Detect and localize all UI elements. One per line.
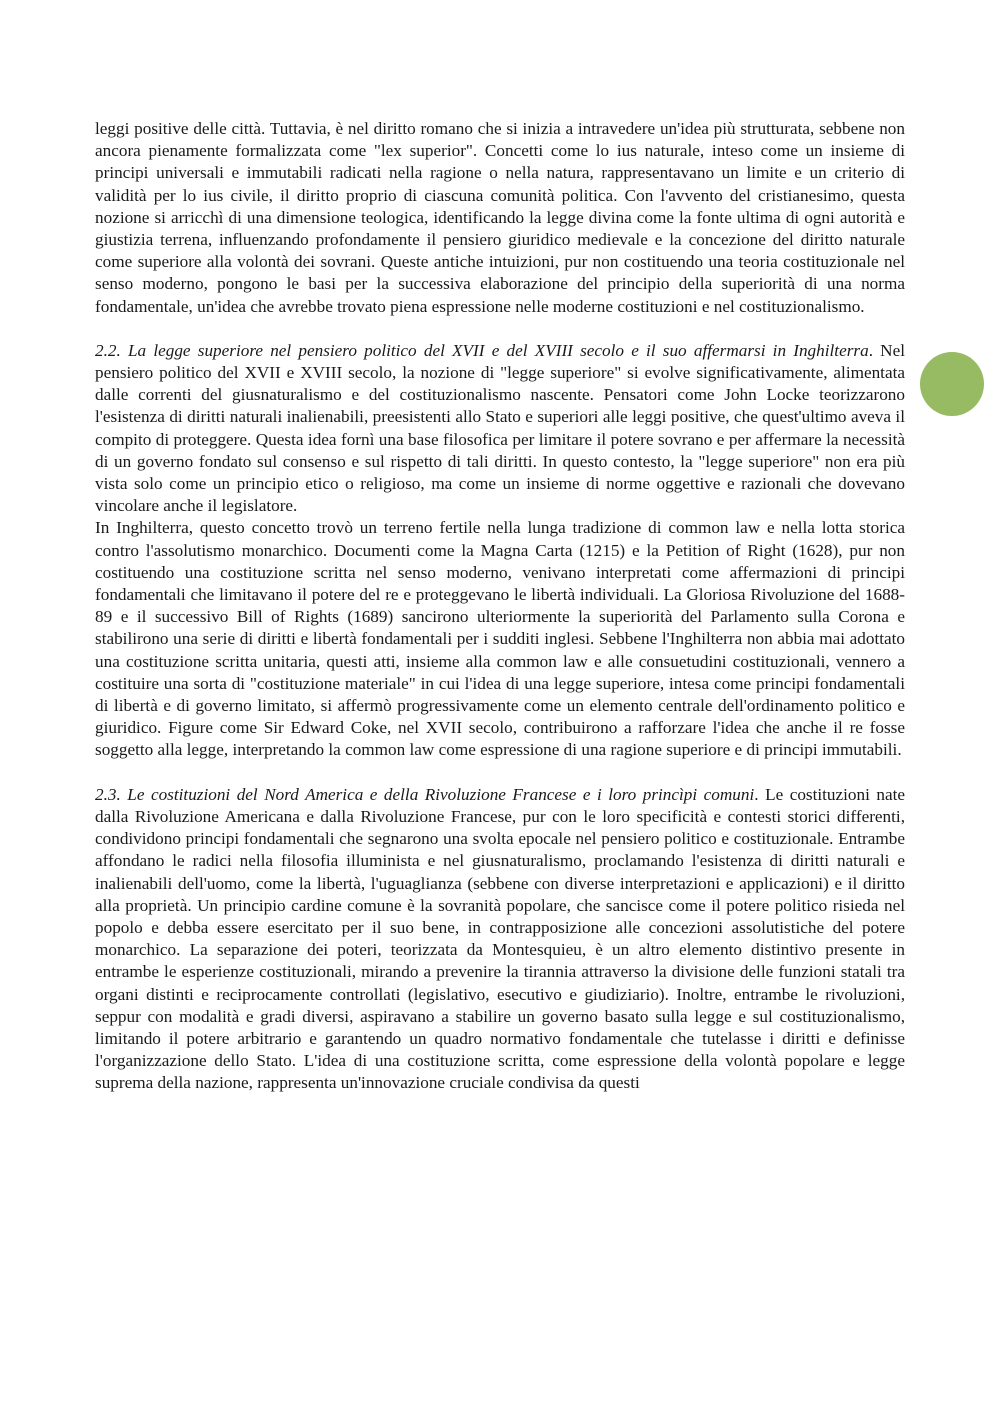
- section-2-3-heading: 2.3. Le costituzioni del Nord America e della Rivoluzione Francese e i loro princìpi comuni: [95, 784, 755, 804]
- section-2-2-heading: 2.2. La legge superiore nel pensiero politico del XVII e del XVIII secolo e il suo affermarsi in Inghilterra: [95, 340, 869, 360]
- document-body: [95, 118, 905, 1095]
- section-2-2: [95, 340, 905, 518]
- paragraph-spacer: [95, 762, 905, 784]
- section-2-2-text: . Nel pensiero politico del XVII e XVIII secolo, la nozione di "legge superiore" si evolve significativamente, alimentata dalle correnti del giusnaturalismo e del costituzionalismo nascente. Pensatori come John Locke teorizzarono l'esistenza di diritti naturali inalienabili, preesistenti allo Stato e superiori alle leggi positive, che quest'ultimo aveva il compito di proteggere. Questa idea fornì una base filosofica per limitare il potere sovrano e per affermare la necessità di un governo fondato sul consenso e sul rispetto di tali diritti. In questo contesto, la "legge superiore" non era più vista solo come un principio etico o religioso, ma come un insieme di norme oggettive e razionali che dovevano vincolare anche il legislatore.: [95, 340, 906, 516]
- section-2-3: [95, 784, 905, 1095]
- page-side-marker: [920, 352, 984, 416]
- section-2-3-text: . Le costituzioni nate dalla Rivoluzione Americana e dalla Rivoluzione Francese, pur con le loro specificità e contesti storici differenti, condividono principi fondamentali che segnarono una svolta epocale nel pensiero politico e costituzionale. Entrambe affondano le radici nella filosofia illuminista e nel giusnaturalismo, proclamando l'esistenza di diritti naturali e inalienabili dell'uomo, come la libertà, l'uguaglianza (sebbene con diverse interpretazioni e applicazioni) e il diritto alla proprietà. Un principio cardine comune è la sovranità popolare, che sancisce come il potere politico risieda nel popolo e debba essere esercitato per il suo bene, in contrapposizione alle concezioni assolutistiche del potere monarchico. La separazione dei poteri, teorizzata da Montesquieu, è un altro elemento distintivo presente in entrambe le esperienze costituzionali, mirando a prevenire la tirannia attraverso la divisione delle funzioni statali tra organi distinti e reciprocamente controllati (legislativo, esecutivo e giudiziario). Inoltre, entrambe le rivoluzioni, seppur con modalità e gradi diversi, aspiravano a stabilire un governo basato sulla legge e sul costituzionalismo, limitando il potere arbitrario e garantendo un quadro normativo fondamentale che tutelasse i diritti e definisse l'organizzazione dello Stato. L'idea di una costituzione scritta, come espressione della volontà popolare e legge suprema della nazione, rappresenta un'innovazione cruciale condivisa da questi: [95, 784, 906, 1093]
- paragraph-spacer: [95, 318, 905, 340]
- paragraph-england: In Inghilterra, questo concetto trovò un terreno fertile nella lunga tradizione di common law e nella lotta storica contro l'assolutismo monarchico. Documenti come la Magna Carta (1215) e la Petition of Right (1628), pur non costituendo una costituzione scritta nel senso moderno, venivano interpretati come affermazioni di principi fondamentali che limitavano il potere del re e proteggevano le libertà individuali. La Gloriosa Rivoluzione del 1688-89 e il successivo Bill of Rights (1689) sancirono ulteriormente la superiorità del Parlamento sulla Corona e stabilirono una serie di diritti e libertà fondamentali per i sudditi inglesi. Sebbene l'Inghilterra non abbia mai adottato una costituzione scritta unitaria, questi atti, insieme alla common law e alle consuetudini costituzionali, vennero a costituire una sorta di "costituzione materiale" in cui l'idea di una legge superiore, intesa come principi fondamentali di libertà e di governo limitato, si affermò progressivamente come un elemento centrale dell'ordinamento politico e giuridico. Figure come Sir Edward Coke, nel XVII secolo, contribuirono a rafforzare l'idea che anche il re fosse soggetto alla legge, interpretando la common law come espressione di una ragione superiore e di principi immutabili.: [95, 518, 905, 760]
- paragraph-intro: leggi positive delle città. Tuttavia, è nel diritto romano che si inizia a intravedere un'idea più strutturata, sebbene non ancora pienamente formalizzata come "lex superior". Concetti come lo ius naturale, inteso come un insieme di principi universali e immutabili radicati nella ragione o nella natura, rappresentavano un limite e un criterio di validità per lo ius civile, il diritto proprio di ciascuna comunità politica. Con l'avvento del cristianesimo, questa nozione si arricchì di una dimensione teologica, identificando la legge divina come la fonte ultima di ogni autorità e giustizia terrena, influenzando profondamente il pensiero giuridico medievale e la concezione del diritto naturale come superiore alla volontà dei sovrani. Queste antiche intuizioni, pur non costituendo una teoria costituzionale nel senso moderno, pongono le basi per la successiva elaborazione del principio della superiorità di una norma fondamentale, un'idea che avrebbe trovato piena espressione nelle moderne costituzioni e nel costituzionalismo.: [95, 119, 905, 316]
